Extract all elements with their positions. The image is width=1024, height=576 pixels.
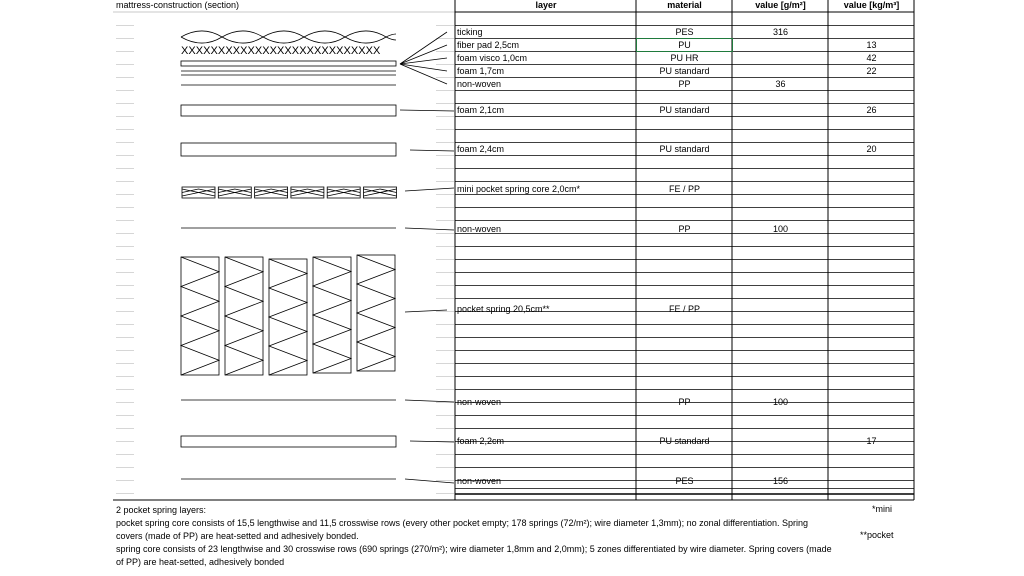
material-cell[interactable]: PP	[678, 79, 691, 89]
layer-cell[interactable]: foam visco 1,0cm	[457, 53, 528, 63]
value-kg-cell[interactable]	[829, 303, 914, 316]
notes-pocket-mark: **pocket	[860, 530, 894, 540]
layer-cell[interactable]: non-woven	[457, 224, 502, 234]
layer-cell[interactable]: fiber pad 2,5cm	[457, 40, 520, 50]
table-row-lines	[455, 26, 914, 495]
value-g-cell[interactable]: 36	[775, 79, 786, 89]
value-kg-cell[interactable]: 20	[866, 144, 877, 154]
value-kg-cell[interactable]	[829, 475, 914, 488]
layer-cell[interactable]: non-woven	[457, 79, 502, 89]
notes-line-1: 2 pocket spring layers:	[116, 505, 207, 515]
pocket-spring	[269, 259, 307, 375]
pocket-spring-core	[181, 255, 395, 375]
mini-spring-coil	[255, 189, 288, 196]
value-g-cell[interactable]	[733, 65, 828, 78]
x-pattern-row: XXXXXXXXXXXXXXXXXXXXXXXXXXX	[181, 45, 381, 57]
value-g-cell[interactable]	[733, 52, 828, 65]
layer-cell[interactable]: foam 1,7cm	[457, 66, 505, 76]
material-cell[interactable]: FE / PP	[668, 304, 700, 314]
value-kg-cell[interactable]	[829, 78, 914, 91]
material-cell[interactable]: PU HR	[670, 53, 699, 63]
pocket-spring	[313, 257, 351, 373]
value-g-cell[interactable]	[733, 435, 828, 448]
mid-gutter-marks	[436, 26, 454, 494]
header-layer: layer	[535, 0, 557, 10]
value-g-cell[interactable]: 156	[772, 476, 789, 486]
material-cell[interactable]: PU standard	[659, 66, 710, 76]
layer-cell[interactable]: non-woven	[457, 476, 502, 486]
layer-cell[interactable]: ticking	[457, 27, 483, 37]
value-g-cell[interactable]	[733, 183, 828, 196]
material-cell[interactable]: PES	[675, 27, 694, 37]
value-g-cell[interactable]: 100	[772, 224, 789, 234]
pocket-spring	[357, 255, 395, 371]
material-cell[interactable]: FE / PP	[668, 184, 700, 194]
value-g-cell[interactable]: 316	[772, 27, 789, 37]
mini-spring-coil	[218, 189, 251, 196]
header-value-g: value [g/m²]	[755, 0, 806, 10]
value-kg-cell[interactable]	[829, 26, 914, 39]
material-cell[interactable]: PU standard	[659, 144, 710, 154]
mattress-drawing	[181, 31, 454, 483]
pocket-spring-coil	[269, 259, 307, 375]
value-kg-cell[interactable]: 42	[866, 53, 877, 63]
mini-spring-coil	[291, 189, 324, 196]
value-kg-cell[interactable]	[829, 396, 914, 409]
notes-line-2: pocket spring core consists of 15,5 lengthwise and 11,5 crosswise rows (every other pocket empty; 178 springs (72/m²); wire diameter 1,3mm); no zonal differentiation. Spring	[116, 518, 808, 528]
material-cell[interactable]: PES	[675, 476, 694, 486]
header-material: material	[667, 0, 702, 10]
layer-cell[interactable]: foam 2,1cm	[457, 105, 505, 115]
pocket-spring-coil	[181, 257, 219, 375]
layer-cell[interactable]: non-woven	[457, 397, 502, 407]
layer-cell[interactable]: foam 2,4cm	[457, 144, 505, 154]
notes-line-4: spring core consists of 23 lengthwise and 30 crosswise rows (690 springs (270/m²); wire diameter 1,8mm and 2,0mm); 5 zones differentiated by wire diameter. Spring covers (made	[116, 544, 832, 554]
selected-cell[interactable]	[636, 38, 733, 52]
left-gutter-marks	[116, 26, 134, 494]
material-cell[interactable]: PU standard	[659, 105, 710, 115]
header-value-kg: value [kg/m³]	[843, 0, 900, 10]
value-kg-cell[interactable]	[829, 183, 914, 196]
mini-spring-coil	[327, 189, 360, 196]
notes-line-5: of PP) are heat-setted, adhesively bonded	[116, 557, 285, 567]
pocket-spring-coil	[357, 255, 395, 371]
pocket-spring	[225, 257, 263, 375]
layer-cell[interactable]: mini pocket spring core 2,0cm*	[457, 184, 581, 194]
notes-line-3: covers (made of PP) are heat-setted and adhesively bonded.	[116, 531, 359, 541]
value-kg-cell[interactable]	[829, 223, 914, 236]
sheet-title: mattress-construction (section)	[116, 0, 240, 10]
layer-cell[interactable]: foam 2,2cm	[457, 436, 505, 446]
material-cell[interactable]: PP	[678, 224, 691, 234]
value-kg-cell[interactable]: 17	[866, 436, 877, 446]
layer-cell[interactable]: pocket spring 20,5cm**	[457, 304, 550, 314]
value-g-cell[interactable]: 100	[772, 397, 789, 407]
pocket-spring-coil	[313, 257, 351, 373]
mini-pocket-spring-core	[182, 187, 397, 198]
value-g-cell[interactable]	[733, 143, 828, 156]
material-cell[interactable]: PP	[678, 397, 691, 407]
value-kg-cell[interactable]: 13	[866, 40, 877, 50]
notes-mini-mark: *mini	[872, 504, 893, 514]
material-cell[interactable]: PU	[678, 40, 691, 50]
value-g-cell[interactable]	[733, 303, 828, 316]
material-cell[interactable]: PU standard	[659, 436, 710, 446]
value-g-cell[interactable]	[733, 39, 828, 52]
value-kg-cell[interactable]: 22	[866, 66, 877, 76]
value-g-cell[interactable]	[733, 104, 828, 117]
mini-spring-coil	[364, 189, 397, 196]
mini-spring-coil	[182, 189, 215, 196]
pocket-spring-coil	[225, 257, 263, 375]
value-kg-cell[interactable]: 26	[866, 105, 877, 115]
pocket-spring	[181, 257, 219, 375]
